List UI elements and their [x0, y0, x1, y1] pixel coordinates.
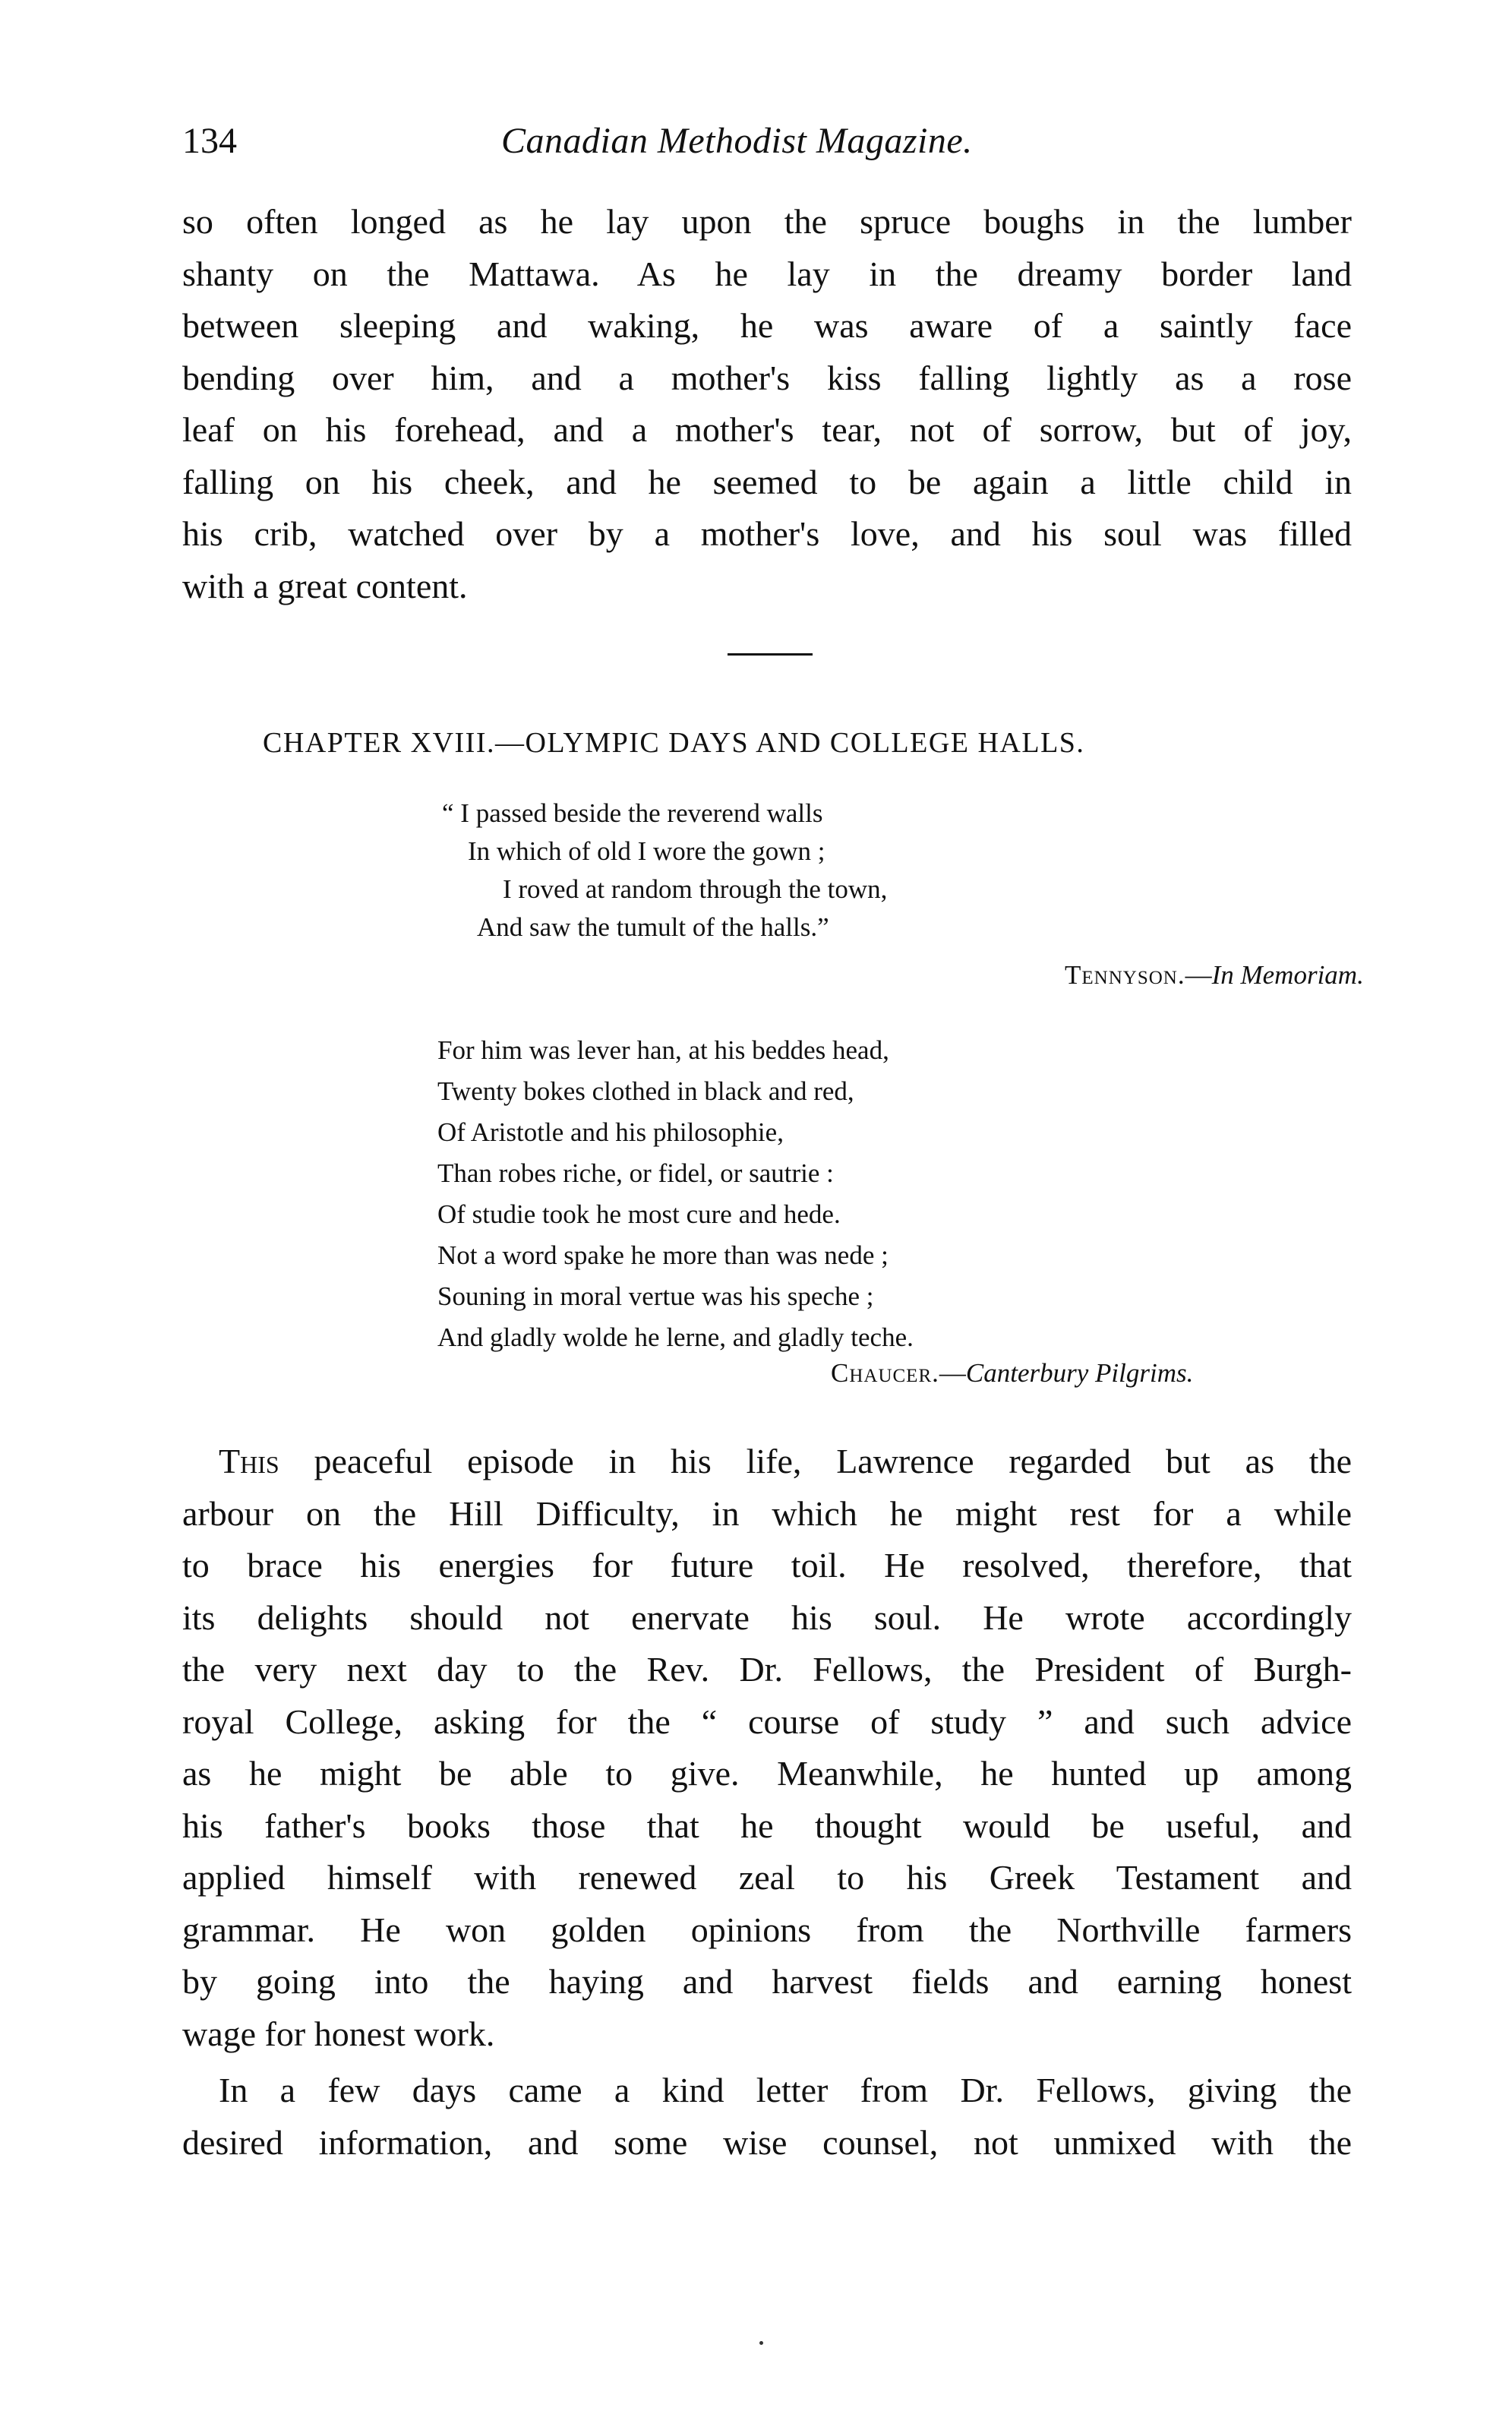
text-line: grammar. He won golden opinions from the Northville farmers — [182, 1910, 1352, 1949]
text-line: bending over him, and a mother's kiss falling lightly as a rose — [182, 358, 1352, 397]
verse-line: Twenty bokes clothed in black and red, — [437, 1076, 854, 1106]
opening-paragraph — [182, 196, 1352, 612]
text-line: his father's books those that he thought would be useful, and — [182, 1806, 1352, 1845]
verse-line: Souning in moral vertue was his speche ; — [437, 1281, 874, 1311]
printer-mark — [759, 2341, 763, 2345]
verse-line: And gladly wolde he lerne, and gladly teche. — [437, 1322, 914, 1352]
attribution-work: In Memoriam. — [1211, 960, 1364, 990]
attribution-work: Canterbury Pilgrims. — [965, 1358, 1194, 1388]
text-line-rest: peaceful episode in his life, Lawrence regarded but as the — [279, 1442, 1352, 1480]
verse-line: For him was lever han, at his beddes head, — [437, 1035, 889, 1065]
attribution-author: Tennyson. — [1065, 960, 1185, 990]
text-line: shanty on the Mattawa. As he lay in the dreamy border land — [182, 254, 1352, 293]
running-head — [182, 120, 1352, 166]
epigraph-tennyson — [442, 795, 887, 946]
text-line: so often longed as he lay upon the spruce boughs in the lumber — [182, 202, 1352, 241]
paragraph-opening-word: This — [219, 1442, 279, 1480]
attribution-author: Chaucer. — [831, 1358, 939, 1388]
text-line: its delights should not enervate his soul. He wrote accordingly — [182, 1597, 1352, 1637]
verse-line: In which of old I wore the gown ; — [468, 836, 825, 866]
body-paragraph-2 — [182, 2065, 1352, 2169]
verse-line: Not a word spake he more than was nede ; — [437, 1240, 889, 1270]
text-line: the very next day to the Rev. Dr. Fellows, the President of Burgh- — [182, 1650, 1352, 1689]
text-line: by going into the haying and harvest fields and earning honest — [182, 1962, 1352, 2001]
text-line: arbour on the Hill Difficulty, in which he might rest for a while — [182, 1493, 1352, 1533]
text-line: to brace his energies for future toil. He resolved, therefore, that — [182, 1546, 1352, 1585]
verse-line: Than robes riche, or fidel, or sautrie : — [437, 1158, 834, 1188]
text-line: applied himself with renewed zeal to his Greek Testament and — [182, 1858, 1352, 1897]
verse-line: “ I passed beside the reverend walls — [442, 798, 823, 828]
text-line: royal College, asking for the “ course of study ” and such advice — [182, 1701, 1352, 1741]
text-line: In a few days came a kind letter from Dr. Fellows, giving the — [219, 2071, 1352, 2109]
text-line: desired information, and some wise counsel, not unmixed with the — [182, 2122, 1352, 2162]
text-line: leaf on his forehead, and a mother's tear, not of sorrow, but of joy, — [182, 410, 1352, 449]
text-line: as he might be able to give. Meanwhile, he hunted up among — [182, 1754, 1352, 1793]
section-divider — [728, 653, 813, 656]
epigraph-chaucer — [437, 1030, 914, 1358]
epigraph-chaucer-attribution: Chaucer.—Canterbury Pilgrims. — [831, 1358, 1194, 1388]
text-line: his crib, watched over by a mother's love, and his soul was filled — [182, 514, 1352, 553]
epigraph-tennyson-attribution: Tennyson.—In Memoriam. — [1065, 960, 1364, 990]
text-line: falling on his cheek, and he seemed to be again a little child in — [182, 462, 1352, 501]
text-line: with a great content. — [182, 566, 468, 605]
text-line: between sleeping and waking, he was aware of a saintly face — [182, 306, 1352, 345]
chapter-heading: CHAPTER XVIII.—OLYMPIC DAYS AND COLLEGE HALLS. — [263, 727, 1085, 759]
page-number: 134 — [182, 121, 237, 161]
verse-line: Of Aristotle and his philosophie, — [437, 1117, 784, 1147]
text-line: wage for honest work. — [182, 2014, 495, 2053]
verse-line: And saw the tumult of the halls.” — [477, 912, 829, 942]
body-paragraph-1 — [182, 1436, 1352, 2060]
verse-line: Of studie took he most cure and hede. — [437, 1199, 841, 1229]
text-line — [182, 1436, 1352, 1488]
journal-title: Canadian Methodist Magazine. — [501, 121, 973, 161]
verse-line: I roved at random through the town, — [503, 874, 888, 904]
